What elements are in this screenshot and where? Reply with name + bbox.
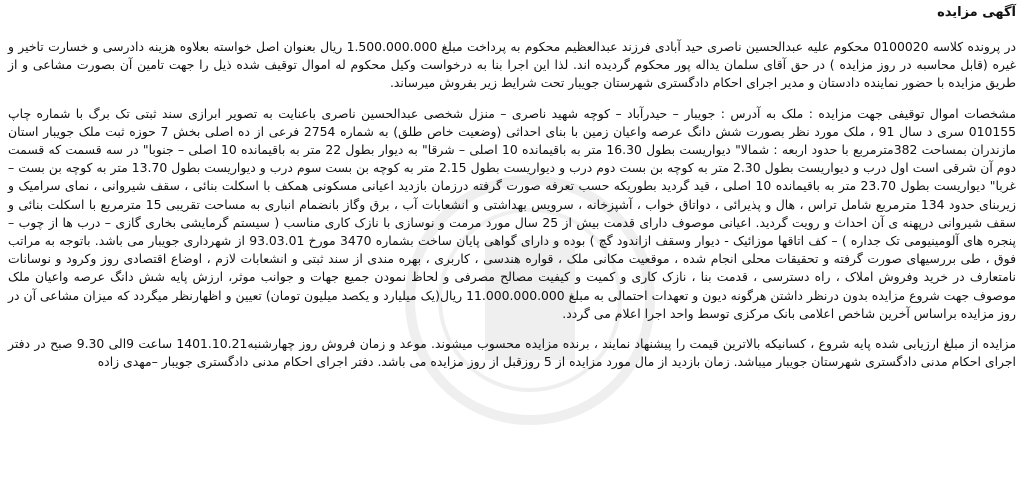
notice-paragraph-case: در پرونده کلاسه 0100020 محکوم علیه عبدالحسین ناصری حید آبادی فرزند عبدالعظیم محکوم به پرداخت مبلغ 1.500.000.000 ریال بعنوان اصل خواسته بعلاوه هزینه دادرسی و خسارت تاخیر و غیره (قابل محاسبه در روز مزایده ) در حق آقای سلمان یداله پور محکوم گردیده اند. لذا این اجرا بنا به درخواست وکیل محکوم له اموال توقیف شده ذیل را جهت تامین آن بصورت مشاعی و از طریق مزایده با حضور نماینده دادستان و مدیر اجرای احکام دادگستری شهرستان جویبار تحت شرایط زیر بفروش میرساند. (8, 39, 1016, 91)
notice-paragraph-auction-terms: مزایده از مبلغ ارزیابی شده پایه شروع ، کسانیکه بالاترین قیمت را پیشنهاد نمایند ، برنده مزایده محسوب میشوند. موعد و زمان فروش روز چهارشنبه1401.10.21 ساعت 9الی 9.30 صبح در دفتر اجرای احکام مدنی دادگستری شهرستان جویبار میباشد. زمان بازدید از مال مورد مزایده از 5 روزقبل از روز مزایده می باشد. دفتر اجرای احکام مدنی دادگستری جویبار –مهدی زاده (8, 336, 1017, 370)
notice-paragraph-property: مشخصات اموال توقیفی جهت مزایده : ملک به آدرس : جویبار – حیدرآباد – کوچه شهید ناصری – منزل شخصی عبدالحسین ناصری باعنایت به تصویر ابرازی سند ثبتی تک برگ با شماره چاپ 010155 سری د سال 91 ، ملک مورد نظر بصورت شش دانگ عرصه واعیان زمین با بنای احداثی (وضعیت خاص طلق) به شماره 2754 فرعی از ده اصلی بخش 7 حوزه ثبت ملک جویبار استان مازندران بمساحت 382مترمربع با حدود اربعه : شمالا" دیواریست بطول 16.30 متر به باقیمانده 10 اصلی – شرقا" به دیوار بطول 22 متر به باقیمانده 10 اصلی – جنوبا" در سه قسمت که قسمت دوم آن شرقی است اول درب و دیواریست بطول 2.30 متر به کوچه بن بست دوم درب و دیواریست بطول 2.15 متر به کوچه بن بست سوم درب و دیواریست بطول 13.70 متر به کوچه بن بست – غربا" دیواریست بطول 23.70 متر به باقیمانده 10 اصلی ، قید گردید بطوریکه حسب تعرفه صورت گرفته درزمان بازدید اعیانی مسکونی همکف با اسکلت بنائی ، سقف شیروانی ، نمای سرامیک و زیربنای حدود 134 مترمربع شامل تراس ، هال و پذیرائی ، دواتاق خواب ، آشپزخانه ، سرویس بهداشتی و انشعابات آب ، برق وگاز بانضمام انباری به مساحت تقریبی 15 مترمربع با اسکلت بنائی و سقف شیروانی درپهنه ی آن احداث و رویت گردید. اعیانی موصوف دارای قدمت بیش از 25 سال مورد مرمت و نوسازی با نازک کاری مناسب ( سیستم گرمایشی بخاری گازی – درب ها از چوب – پنجره های آلومینیومی تک جداره ) – کف اتاقها موزائیک - دیوار وسقف ازاندود گچ ) بوده و دارای گواهی پایان ساخت بشماره 3470 مورخ 93.03.01 از شهرداری جویبار می باشد. باتوجه به مراتب فوق ، طی بررسیهای صورت گرفته و تحقیقات محلی انجام شده ، موقعیت مکانی ملک ، قواره هندسی ، کاربری ، بهره مندی از سند ثبتی و انشعابات لازم ، اوضاع اقتصادی روز وکرود و نوسانات نامتعارف در خرید وفروش املاک ، راه دسترسی ، قدمت بنا ، نازک کاری و کمیت و کیفیت مصالح مصرفی و لحاظ نمودن جمیع جهات و جوانب موثر، ارزش پایه شش دانگ عرصه واعیان ملک موصوف جهت شروع مزایده بدون درنظر داشتن هرگونه دیون و تعهدات احتمالی به مبلغ 11.000.000.000 ریال(یک میلیارد و یکصد میلیون تومان) تعیین و اظهارنظر میگردد که میزان مشاعی آن در روز مزایده براساس آخرین شاخص اعلامی بانک مرکزی توسط واحد اجرا اعلام می گردد. (8, 105, 1016, 321)
notice-title: آگهی مزایده (937, 5, 1016, 20)
